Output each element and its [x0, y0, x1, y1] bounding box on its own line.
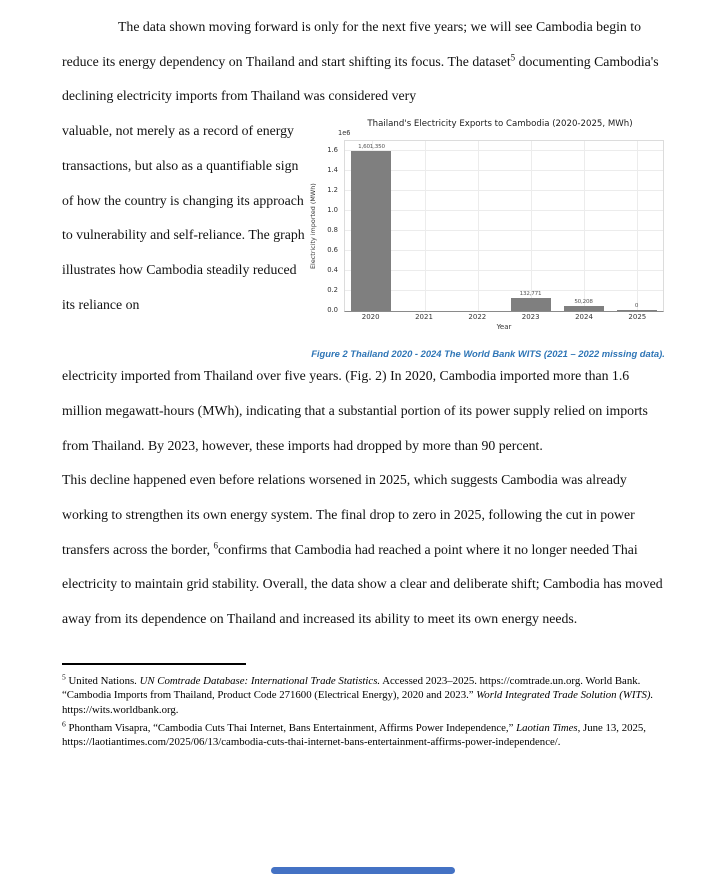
bar-2025 — [617, 310, 657, 311]
text-and-figure-row — [62, 114, 668, 359]
gridline-horizontal — [345, 270, 663, 271]
bar-2024 — [564, 306, 604, 311]
y-tick-label: 1.0 — [327, 206, 338, 215]
gridline-horizontal — [345, 150, 663, 151]
paragraph-1-text-b: documenting Cambodia's declining electricity imports from Thailand was considered very — [62, 53, 659, 104]
paragraph-2 — [62, 463, 668, 637]
bottom-scroll-indicator[interactable] — [271, 867, 455, 874]
bar-chart — [308, 116, 668, 342]
paragraph-2-text-b: confirms that Cambodia had reached a point where it no longer needed Thai electricity to maintain grid stability. Overall, the data show a clear and deliberate shift; Cambodia has moved away from its dependence on Thailand and increased its ability to meet its own energy needs. — [62, 541, 663, 627]
footnote-5-number: 5 — [62, 672, 66, 682]
bar-2023 — [511, 298, 551, 311]
chart-y-axis-multiplier: 1e6 — [338, 129, 351, 138]
gridline-horizontal — [345, 190, 663, 191]
paragraph-1-text-a: The data shown moving forward is only for the next five years; we will see Cambodia begin to reduce its energy dependency on Thailand and start shifting its focus. The dataset — [62, 19, 642, 69]
footnote-separator — [62, 663, 246, 665]
document-body — [62, 10, 668, 753]
y-tick-label: 0.4 — [327, 266, 338, 275]
bar-value-label: 1,601,350 — [358, 143, 385, 150]
y-tick-label: 0.8 — [327, 226, 338, 235]
paragraph-1-intro — [62, 10, 668, 114]
gridline-horizontal — [345, 230, 663, 231]
figure-2 — [308, 114, 668, 359]
paragraph-1-beside-figure — [62, 114, 308, 322]
y-tick-label: 1.6 — [327, 146, 338, 155]
gridline-horizontal — [345, 170, 663, 171]
bar-value-label: 132,771 — [519, 290, 542, 297]
footnote-5-text-b: Accessed 2023–2025. https://comtrade.un.org. World Bank. “Cambodia Imports from Thailand, Product Code 271600 (Electrical Energy), 2020 and 2023.” — [62, 674, 641, 702]
footnote-5-text-c: https://wits.worldbank.org. — [62, 703, 179, 716]
chart-title: Thailand's Electricity Exports to Cambodia (2020-2025, MWh) — [367, 119, 633, 130]
gridline-horizontal — [345, 210, 663, 211]
gridline-horizontal — [345, 250, 663, 251]
paragraph-2-text-a: This decline happened even before relations worsened in 2025, which suggests Cambodia was already working to strengthen its own energy system. The final drop to zero in 2025, following the cut in power transfers across the border, — [62, 472, 635, 557]
y-tick-label: 0.6 — [327, 246, 338, 255]
bar-value-label: 0 — [634, 303, 639, 310]
footnote-5-italic-title-1: UN Comtrade Database: International Trade Statistics. — [139, 674, 381, 687]
footnote-5-text-a: United Nations. — [65, 674, 140, 687]
y-tick-label: 1.2 — [327, 186, 338, 195]
gridline-vertical — [531, 141, 532, 311]
x-tick-label: 2023 — [521, 313, 540, 322]
chart-x-axis-label: Year — [496, 323, 512, 332]
chart-x-ticks — [344, 313, 664, 322]
x-tick-label: 2020 — [361, 313, 380, 322]
chart-plot-area — [344, 140, 664, 312]
footnote-ref-6: 6 — [213, 540, 219, 551]
footnote-6-text-a: Phontham Visapra, “Cambodia Cuts Thai Internet, Bans Entertainment, Affirms Power Independence,” — [65, 721, 517, 734]
x-tick-label: 2025 — [628, 313, 647, 322]
figure-caption: Figure 2 Thailand 2020 - 2024 The World Bank WITS (2021 – 2022 missing data). — [311, 348, 665, 360]
y-tick-label: 0.2 — [327, 286, 338, 295]
footnote-5 — [62, 674, 668, 718]
footnote-6 — [62, 718, 668, 750]
y-tick-label: 1.4 — [327, 166, 338, 175]
footnote-6-text-b: , June 13, 2025, https://laotiantimes.com/2025/06/13/cambodia-cuts-thai-internet-bans-entertainment-affirms-power-independence/. — [62, 721, 647, 749]
footnote-6-number: 6 — [62, 718, 66, 728]
gridline-vertical — [478, 141, 479, 311]
x-tick-label: 2024 — [575, 313, 593, 322]
x-tick-label: 2022 — [468, 313, 487, 322]
footnote-6-italic-title: Laotian Times — [516, 721, 578, 734]
footnote-ref-5: 5 — [510, 52, 516, 63]
y-tick-label: 0.0 — [327, 306, 338, 315]
gridline-vertical — [425, 141, 426, 311]
gridline-vertical — [584, 141, 585, 311]
chart-y-axis-label: Electricity imported (MWh) — [309, 183, 317, 269]
paragraph-1-left-column-text: valuable, not merely as a record of energy transactions, but also as a quantifiable sign of how the country is changing its approach to vulnerability and self-reliance. The graph illustrates how Cambodia steadily reduced its reliance on — [62, 123, 305, 312]
paragraph-1-below-figure: electricity imported from Thailand over five years. (Fig. 2) In 2020, Cambodia imported more than 1.6 million megawatt-hours (MWh), indicating that a substantial portion of its power supply relied on imports from Thailand. By 2023, however, these imports had dropped by more than 90 percent. — [62, 368, 648, 453]
footnote-5-italic-title-2: World Integrated Trade Solution (WITS). — [476, 689, 654, 702]
gridline-vertical — [637, 141, 638, 311]
chart-y-ticks — [308, 140, 342, 315]
bar-value-label: 50,208 — [574, 299, 593, 306]
x-tick-label: 2021 — [415, 313, 433, 322]
bar-2020 — [351, 151, 391, 311]
